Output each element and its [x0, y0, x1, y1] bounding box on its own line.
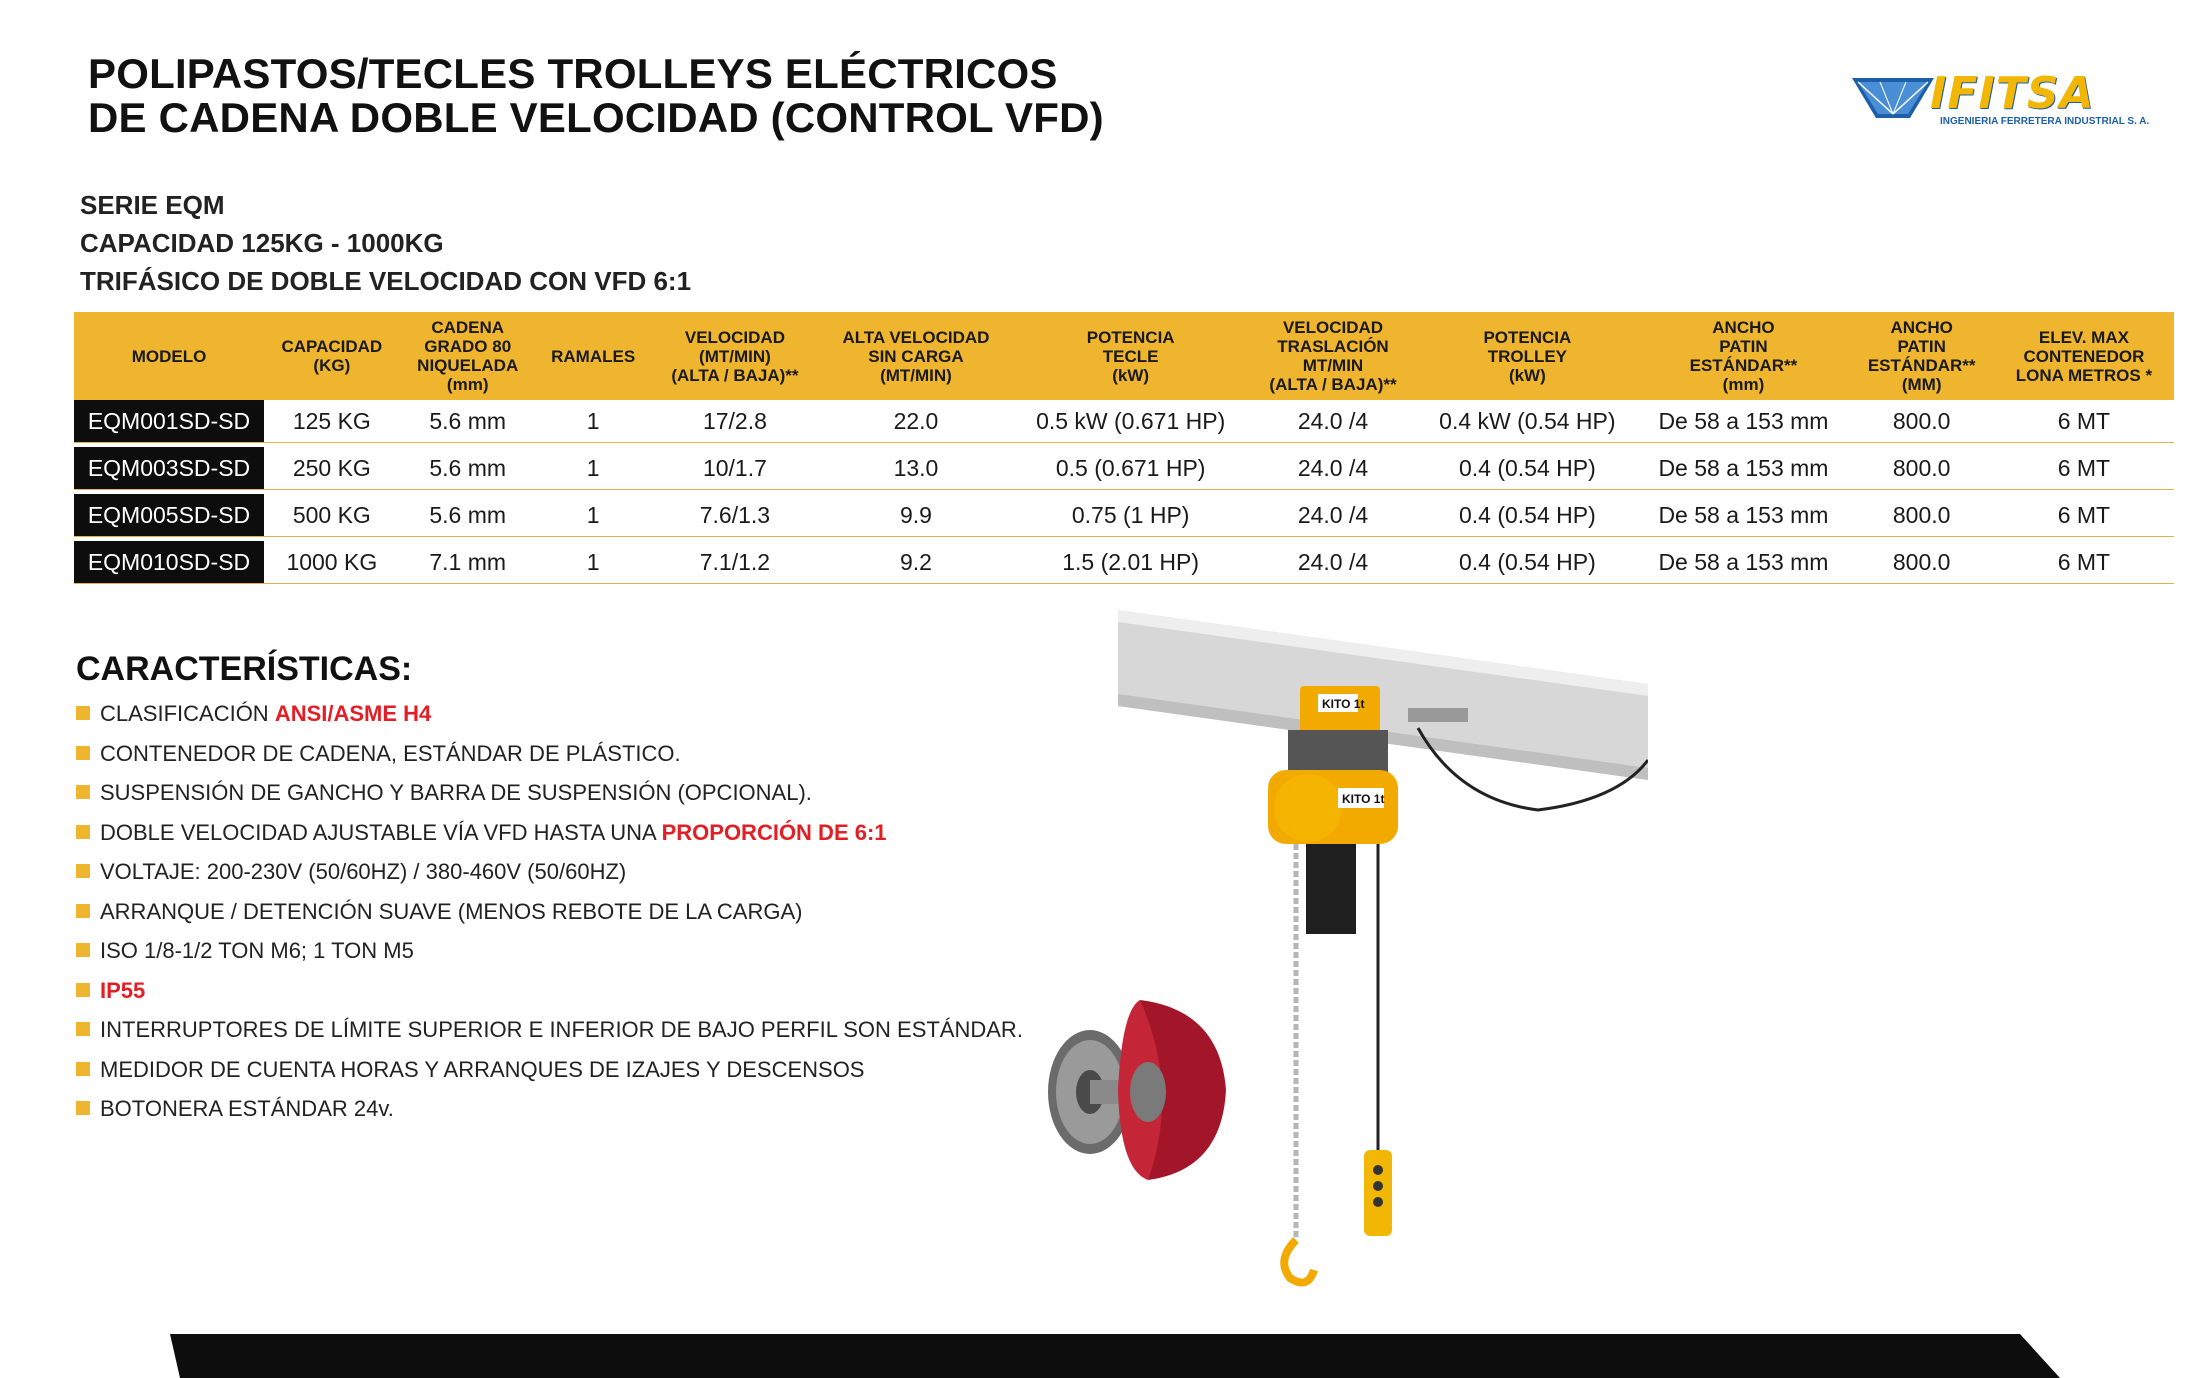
header-line: CADENA — [431, 318, 505, 337]
header-line: ESTÁNDAR** — [1689, 356, 1798, 375]
feature-item — [76, 1095, 1023, 1135]
cell-falls: 1 — [536, 494, 651, 537]
header-model — [74, 312, 264, 400]
cell-capacity: 1000 KG — [264, 541, 400, 584]
header-line: PATIN — [1897, 337, 1946, 356]
cell-capacity: 125 KG — [264, 400, 400, 443]
header-line: (mm) — [1722, 375, 1765, 394]
header-trolley-power — [1417, 312, 1637, 400]
cell-travel-speed: 24.0 /4 — [1249, 541, 1418, 584]
header-line: ANCHO — [1890, 318, 1953, 337]
header-line: (MT/MIN) — [880, 365, 952, 385]
header-line: LONA METROS * — [2015, 365, 2153, 385]
cell-trolley-power: 0.4 kW (0.54 HP) — [1417, 400, 1637, 443]
feature-item — [76, 858, 1023, 898]
header-travel-speed — [1249, 312, 1418, 400]
bullet-square-icon — [76, 1022, 90, 1036]
table-body — [74, 400, 2174, 584]
cell-chain: 7.1 mm — [400, 541, 536, 584]
cell-falls: 1 — [536, 400, 651, 443]
cell-model: EQM005SD-SD — [74, 494, 264, 537]
header-no-load-speed — [819, 312, 1012, 400]
capacity-range: CAPACIDAD 125KG - 1000KG — [80, 228, 444, 258]
spec-table — [74, 312, 2174, 584]
features-list — [76, 700, 1023, 1135]
features-title: CARACTERÍSTICAS: — [76, 650, 413, 688]
bullet-square-icon — [76, 1062, 90, 1076]
cell-hoist-power: 0.5 (0.671 HP) — [1013, 447, 1249, 490]
cell-hoist-power: 1.5 (2.01 HP) — [1013, 541, 1249, 584]
header-line: PATIN — [1719, 337, 1768, 356]
header-flange-width-mm — [1637, 312, 1849, 400]
cell-flange-width-max: 800.0 — [1850, 494, 1994, 537]
header-line: POTENCIA — [1086, 327, 1175, 347]
cell-flange-width-mm: De 58 a 153 mm — [1637, 400, 1849, 443]
cell-speed: 17/2.8 — [651, 400, 820, 443]
cell-capacity: 250 KG — [264, 447, 400, 490]
cell-no-load-speed: 22.0 — [819, 400, 1012, 443]
feature-item — [76, 740, 1023, 780]
feature-item — [76, 819, 1023, 859]
header-flange-width-max — [1850, 312, 1994, 400]
header-line: (ALTA / BAJA)** — [1269, 375, 1397, 394]
series-info — [80, 186, 691, 300]
header-line: CONTENEDOR — [2023, 346, 2145, 366]
feature-item — [76, 898, 1023, 938]
header-line: (kW) — [1508, 365, 1546, 385]
cell-model: EQM001SD-SD — [74, 400, 264, 443]
cell-speed: 7.6/1.3 — [651, 494, 820, 537]
feature-text: ISO 1/8-1/2 TON M6; 1 TON M5 — [100, 938, 414, 963]
feature-item — [76, 1056, 1023, 1096]
cell-flange-width-max: 800.0 — [1850, 400, 1994, 443]
feature-highlight: ANSI/ASME H4 — [274, 701, 432, 726]
bullet-square-icon — [76, 1101, 90, 1115]
table-header-row — [74, 312, 2174, 400]
bullet-square-icon — [76, 825, 90, 839]
header-line: TRASLACIÓN — [1277, 337, 1389, 356]
cell-travel-speed: 24.0 /4 — [1249, 400, 1418, 443]
bullet-square-icon — [76, 864, 90, 878]
bullet-square-icon — [76, 983, 90, 997]
bullet-square-icon — [76, 746, 90, 760]
header-line: GRADO 80 — [424, 337, 512, 356]
table-row — [74, 494, 2174, 537]
feature-text: INTERRUPTORES DE LÍMITE SUPERIOR E INFERIOR DE BAJO PERFIL SON ESTÁNDAR. — [100, 1017, 1023, 1042]
header-line: ALTA VELOCIDAD — [842, 327, 990, 347]
title-line-2: DE CADENA DOBLE VELOCIDAD (CONTROL VFD) — [88, 94, 1104, 141]
feature-highlight: IP55 — [100, 977, 146, 1003]
cell-trolley-power: 0.4 (0.54 HP) — [1417, 541, 1637, 584]
feature-item — [76, 977, 1023, 1017]
feature-text: SUSPENSIÓN DE GANCHO Y BARRA DE SUSPENSIÓN (OPCIONAL). — [100, 780, 812, 805]
cell-max-lift: 6 MT — [1994, 400, 2174, 443]
header-falls — [536, 312, 651, 400]
series-name: SERIE EQM — [80, 190, 225, 220]
bullet-square-icon — [76, 904, 90, 918]
table-row — [74, 400, 2174, 443]
header-line: MT/MIN — [1302, 356, 1364, 375]
header-line: VELOCIDAD — [1282, 318, 1384, 337]
feature-text: MEDIDOR DE CUENTA HORAS Y ARRANQUES DE IZAJES Y DESCENSOS — [100, 1056, 865, 1082]
hoist-badge-top: KITO 1t — [1322, 697, 1365, 711]
cell-flange-width-mm: De 58 a 153 mm — [1637, 541, 1849, 584]
table-row — [74, 447, 2174, 490]
header-speed — [651, 312, 820, 400]
cell-model: EQM010SD-SD — [74, 541, 264, 584]
bullet-square-icon — [76, 943, 90, 957]
cell-chain: 5.6 mm — [400, 494, 536, 537]
feature-highlight: PROPORCIÓN DE 6:1 — [661, 819, 887, 845]
hoist-trolley-image — [1118, 610, 1648, 1290]
header-line: ELEV. MAX — [2038, 327, 2129, 347]
cell-max-lift: 6 MT — [1994, 494, 2174, 537]
feature-item — [76, 779, 1023, 819]
cell-trolley-power: 0.4 (0.54 HP) — [1417, 494, 1637, 537]
header-line: TECLE — [1102, 346, 1159, 366]
header-line: TROLLEY — [1487, 346, 1568, 366]
cell-falls: 1 — [536, 541, 651, 584]
header-line: (kW) — [1112, 365, 1150, 385]
hoist-badge: KITO 1t — [1342, 792, 1385, 806]
ifitsa-logo — [1850, 68, 2150, 130]
header-line: RAMALES — [551, 346, 636, 366]
bullet-square-icon — [76, 785, 90, 799]
cell-speed: 7.1/1.2 — [651, 541, 820, 584]
cell-max-lift: 6 MT — [1994, 447, 2174, 490]
header-line: POTENCIA — [1483, 327, 1572, 347]
header-line: (MT/MIN) — [699, 346, 771, 366]
header-line: (KG) — [313, 356, 351, 375]
cell-chain: 5.6 mm — [400, 400, 536, 443]
table-row — [74, 541, 2174, 584]
header-line: (mm) — [446, 375, 489, 394]
header-line: ESTÁNDAR** — [1867, 356, 1976, 375]
cell-hoist-power: 0.75 (1 HP) — [1013, 494, 1249, 537]
page-title — [88, 52, 1104, 140]
cell-flange-width-max: 800.0 — [1850, 447, 1994, 490]
cell-max-lift: 6 MT — [1994, 541, 2174, 584]
feature-text: VOLTAJE: 200-230V (50/60HZ) / 380-460V (50/60HZ) — [100, 859, 627, 884]
feature-text: CONTENEDOR DE CADENA, ESTÁNDAR DE PLÁSTICO. — [100, 740, 681, 766]
feature-text: BOTONERA ESTÁNDAR 24v. — [100, 1096, 394, 1121]
power-type: TRIFÁSICO DE DOBLE VELOCIDAD CON VFD 6:1 — [80, 266, 692, 296]
cell-flange-width-mm: De 58 a 153 mm — [1637, 494, 1849, 537]
cell-model: EQM003SD-SD — [74, 447, 264, 490]
cell-no-load-speed: 9.2 — [819, 541, 1012, 584]
header-line: MODELO — [131, 346, 207, 366]
header-chain — [400, 312, 536, 400]
cell-flange-width-max: 800.0 — [1850, 541, 1994, 584]
header-line: (ALTA / BAJA)** — [671, 365, 799, 385]
feature-item — [76, 1016, 1023, 1056]
feature-item — [76, 700, 1023, 740]
cell-no-load-speed: 9.9 — [819, 494, 1012, 537]
cell-no-load-speed: 13.0 — [819, 447, 1012, 490]
header-capacity — [264, 312, 400, 400]
feature-text: ARRANQUE / DETENCIÓN SUAVE (MENOS REBOTE DE LA CARGA) — [100, 898, 803, 924]
header-line: NIQUELADA — [417, 356, 519, 375]
header-max-lift — [1994, 312, 2174, 400]
cell-flange-width-mm: De 58 a 153 mm — [1637, 447, 1849, 490]
cell-trolley-power: 0.4 (0.54 HP) — [1417, 447, 1637, 490]
feature-text: DOBLE VELOCIDAD AJUSTABLE VÍA VFD HASTA UNA — [100, 819, 662, 845]
cell-speed: 10/1.7 — [651, 447, 820, 490]
diamond-icon — [1850, 70, 1936, 120]
cell-travel-speed: 24.0 /4 — [1249, 494, 1418, 537]
header-line: CAPACIDAD — [281, 337, 383, 356]
header-hoist-power — [1013, 312, 1249, 400]
cell-travel-speed: 24.0 /4 — [1249, 447, 1418, 490]
header-line: (MM) — [1901, 375, 1942, 394]
bullet-square-icon — [76, 706, 90, 720]
title-line-1: POLIPASTOS/TECLES TROLLEYS ELÉCTRICOS — [88, 50, 1058, 97]
logo-tagline: INGENIERIA FERRETERA INDUSTRIAL S. A. — [1940, 116, 2150, 127]
footer-bar — [170, 1334, 2060, 1378]
header-line: VELOCIDAD — [684, 327, 785, 347]
cell-chain: 5.6 mm — [400, 447, 536, 490]
header-line: SIN CARGA — [868, 346, 964, 366]
cell-falls: 1 — [536, 447, 651, 490]
feature-text: CLASIFICACIÓN — [100, 701, 275, 726]
logo-wordmark: IFITSA — [1930, 68, 2095, 119]
feature-item — [76, 937, 1023, 977]
header-line: ANCHO — [1712, 318, 1775, 337]
cell-hoist-power: 0.5 kW (0.671 HP) — [1013, 400, 1249, 443]
cell-capacity: 500 KG — [264, 494, 400, 537]
